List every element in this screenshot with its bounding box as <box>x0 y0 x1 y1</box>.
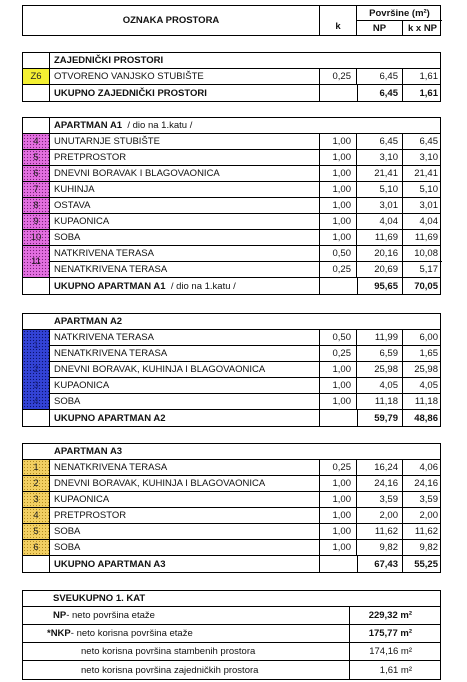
room-name: OTVORENO VANJSKO STUBIŠTE <box>50 69 320 84</box>
summary-zajednicki-label: neto korisna površina zajedničkih prostora <box>23 661 350 679</box>
table-row <box>23 476 440 492</box>
room-np: 20,69 <box>357 262 403 277</box>
summary-row-np <box>23 607 440 625</box>
section-title <box>23 444 440 460</box>
summary-block <box>22 590 441 680</box>
header-povrsine: Površine (m²) <box>357 6 442 21</box>
header-oznaka: OZNAKA PROSTORA <box>23 6 320 35</box>
room-name: DNEVNI BORAVAK, KUHINJA I BLAGOVAONICA <box>50 362 320 377</box>
room-k: 1,00 <box>320 214 357 229</box>
header-k: k <box>320 6 357 35</box>
table-row <box>23 378 440 394</box>
section-title <box>23 118 440 134</box>
a1-title-note: / dio na 1.katu / <box>127 120 193 131</box>
a1-total-label: UKUPNO APARTMAN A1 <box>54 280 166 292</box>
table-row <box>23 214 440 230</box>
table-row <box>23 69 440 85</box>
room-knp: 4,05 <box>419 380 438 391</box>
room-np: 11,69 <box>357 230 403 245</box>
room-knp: 6,00 <box>419 332 438 343</box>
table-row <box>23 262 440 278</box>
section-title-text: APARTMAN A2 <box>54 316 123 327</box>
room-knp: 11,62 <box>414 526 438 537</box>
total-row <box>23 85 440 101</box>
table-row <box>23 362 440 378</box>
total-row <box>23 278 440 294</box>
room-knp: 25,98 <box>414 364 438 375</box>
summary-nkp-value: 175,77 m² <box>368 628 412 639</box>
total-label <box>50 278 320 294</box>
table-row <box>23 540 440 556</box>
room-k: 1,00 <box>320 476 357 491</box>
room-code: 5 <box>23 150 50 165</box>
room-name: PRETPROSTOR <box>50 150 320 165</box>
room-knp: 2,00 <box>419 510 438 521</box>
room-code: 9 <box>23 214 50 229</box>
table-row <box>23 508 440 524</box>
room-k: 1,00 <box>320 524 357 539</box>
room-code: 2 <box>23 476 50 491</box>
total-label: UKUPNO APARTMAN A3 <box>50 556 320 572</box>
room-k: 0,50 <box>320 246 357 262</box>
total-np: 59,79 <box>357 410 403 426</box>
room-name: DNEVNI BORAVAK, KUHINJA I BLAGOVAONICA <box>50 476 320 491</box>
room-k: 1,00 <box>320 134 357 149</box>
total-np: 67,43 <box>357 556 403 572</box>
room-name: DNEVNI BORAVAK I BLAGOVAONICA <box>50 166 320 181</box>
room-name: KUPAONICA <box>50 214 320 229</box>
apartman-a1-block <box>22 117 441 295</box>
summary-stambeni-value: 174,16 m² <box>369 646 412 657</box>
room-code: 5 <box>23 524 50 539</box>
room-code: 3 <box>33 379 39 391</box>
summary-nkp-label <box>23 625 350 642</box>
room-name: SOBA <box>50 230 320 245</box>
room-name: NATKRIVENA TERASA <box>50 246 320 262</box>
total-knp: 48,86 <box>414 412 438 424</box>
room-code: Z6 <box>23 69 50 84</box>
header-np: NP <box>357 21 403 35</box>
room-k: 1,00 <box>320 198 357 213</box>
room-knp: 3,01 <box>419 200 438 211</box>
table-row <box>23 460 440 476</box>
room-knp: 1,65 <box>419 348 438 359</box>
room-k: 1,00 <box>320 394 357 409</box>
total-knp: 1,61 <box>419 87 438 99</box>
room-np: 6,45 <box>357 134 403 149</box>
room-np: 9,82 <box>357 540 403 555</box>
table-row <box>23 182 440 198</box>
room-knp: 4,06 <box>419 462 438 473</box>
room-knp: 3,10 <box>419 152 438 163</box>
room-k: 0,25 <box>320 69 357 84</box>
room-code: 11 <box>23 246 50 278</box>
total-label: UKUPNO APARTMAN A2 <box>50 410 320 426</box>
summary-row-stambeni <box>23 643 440 661</box>
room-code: 4 <box>23 134 50 149</box>
header-kxnp: k x NP <box>407 22 438 34</box>
room-code: 8 <box>23 198 50 213</box>
room-name: KUHINJA <box>50 182 320 197</box>
table-row <box>23 230 440 246</box>
summary-stambeni-label: neto korisna površina stambenih prostora <box>23 643 350 660</box>
room-name: UNUTARNJE STUBIŠTE <box>50 134 320 149</box>
room-code: 10 <box>23 230 50 245</box>
room-k: 1,00 <box>320 508 357 523</box>
total-row <box>23 410 440 426</box>
room-knp: 24,16 <box>414 478 438 489</box>
room-np: 21,41 <box>357 166 403 181</box>
room-k: 1,00 <box>320 378 357 393</box>
room-np: 20,16 <box>357 246 403 262</box>
summary-zajednicki-value: 1,61 m² <box>379 664 412 676</box>
room-name: KUPAONICA <box>50 492 320 507</box>
table-row <box>23 166 440 182</box>
room-k: 1,00 <box>320 362 357 377</box>
section-title <box>23 314 440 330</box>
np-text: - neto površina etaže <box>66 610 155 621</box>
room-knp: 11,69 <box>414 232 438 243</box>
apartman-a2-block <box>22 313 441 427</box>
room-knp: 6,45 <box>419 136 438 147</box>
room-knp: 9,82 <box>419 542 438 553</box>
room-np: 24,16 <box>357 476 403 491</box>
room-np: 6,59 <box>357 346 403 361</box>
summary-title: SVEUKUPNO 1. KAT <box>53 593 146 604</box>
total-row <box>23 556 440 572</box>
room-name: SOBA <box>50 394 320 409</box>
room-k: 0,25 <box>320 346 357 361</box>
room-name: NENATKRIVENA TERASA <box>50 262 320 277</box>
nkp-text: - neto korisna površina etaže <box>70 628 193 639</box>
room-k: 0,25 <box>320 460 357 475</box>
room-np: 6,45 <box>357 69 403 84</box>
room-np: 2,00 <box>357 508 403 523</box>
total-np: 6,45 <box>357 85 403 101</box>
a1-total-note: / dio na 1.katu / <box>170 280 236 292</box>
room-k: 1,00 <box>320 492 357 507</box>
room-np: 11,62 <box>357 524 403 539</box>
room-k: 1,00 <box>320 230 357 245</box>
room-np: 4,04 <box>357 214 403 229</box>
room-np: 4,05 <box>357 378 403 393</box>
section-title-text: APARTMAN A3 <box>54 446 123 457</box>
table-row <box>23 134 440 150</box>
table-row <box>23 150 440 166</box>
room-code: 6 <box>23 166 50 181</box>
room-np: 16,24 <box>357 460 403 475</box>
room-name: SOBA <box>50 540 320 555</box>
a1-title: APARTMAN A1 <box>54 120 123 131</box>
total-knp: 55,25 <box>414 558 438 570</box>
summary-np-value: 229,32 m² <box>368 610 412 621</box>
section-title-text: ZAJEDNIČKI PROSTORI <box>54 55 164 66</box>
room-np: 25,98 <box>357 362 403 377</box>
table-header <box>22 5 441 36</box>
room-np: 3,10 <box>357 150 403 165</box>
room-code: 6 <box>23 540 50 555</box>
room-k: 1,00 <box>320 182 357 197</box>
nkp-abbr: *NKP <box>47 628 71 639</box>
table-row <box>23 198 440 214</box>
room-k: 1,00 <box>320 150 357 165</box>
room-knp: 5,10 <box>419 184 438 195</box>
a2-color-swatch <box>23 330 50 410</box>
room-k: 1,00 <box>320 540 357 555</box>
room-code: 1 <box>33 340 39 352</box>
room-k: 1,00 <box>320 166 357 181</box>
room-code: 3 <box>23 492 50 507</box>
section-title <box>23 53 440 69</box>
room-knp: 11,18 <box>414 396 438 407</box>
room-name: PRETPROSTOR <box>50 508 320 523</box>
summary-row-zajednicki <box>23 661 440 679</box>
table-row <box>23 492 440 508</box>
room-np: 3,01 <box>357 198 403 213</box>
room-code: 2 <box>33 363 39 375</box>
total-label: UKUPNO ZAJEDNIČKI PROSTORI <box>50 85 320 101</box>
room-k: 0,50 <box>320 330 357 345</box>
room-name: SOBA <box>50 524 320 539</box>
summary-title-row <box>23 591 440 607</box>
room-code: 7 <box>23 182 50 197</box>
room-name: NENATKRIVENA TERASA <box>50 460 320 475</box>
table-row <box>23 346 440 362</box>
table-row <box>23 394 440 410</box>
room-np: 11,18 <box>357 394 403 409</box>
table-row <box>23 524 440 540</box>
np-abbr: NP <box>53 610 67 621</box>
room-knp: 4,04 <box>419 216 438 227</box>
table-row <box>23 246 440 262</box>
room-code: 4 <box>23 508 50 523</box>
room-name: OSTAVA <box>50 198 320 213</box>
room-np: 3,59 <box>357 492 403 507</box>
room-knp: 1,61 <box>419 71 438 82</box>
total-np: 95,65 <box>357 278 403 294</box>
zajednicki-block <box>22 52 441 102</box>
room-knp: 5,17 <box>419 264 438 275</box>
room-knp: 10,08 <box>403 246 442 262</box>
room-knp: 21,41 <box>414 168 438 179</box>
room-k: 0,25 <box>320 262 357 277</box>
room-np: 5,10 <box>357 182 403 197</box>
summary-row-nkp <box>23 625 440 643</box>
total-knp: 70,05 <box>414 280 438 292</box>
room-code: 4 <box>33 395 39 407</box>
room-np: 11,99 <box>357 330 403 345</box>
table-row <box>23 330 440 346</box>
apartman-a3-block <box>22 443 441 573</box>
room-name: KUPAONICA <box>50 378 320 393</box>
room-knp: 3,59 <box>419 494 438 505</box>
summary-np-label <box>23 607 350 624</box>
section-title-text <box>50 118 320 133</box>
room-code: 1 <box>23 460 50 475</box>
room-name: NATKRIVENA TERASA <box>50 330 320 345</box>
room-name: NENATKRIVENA TERASA <box>50 346 320 361</box>
